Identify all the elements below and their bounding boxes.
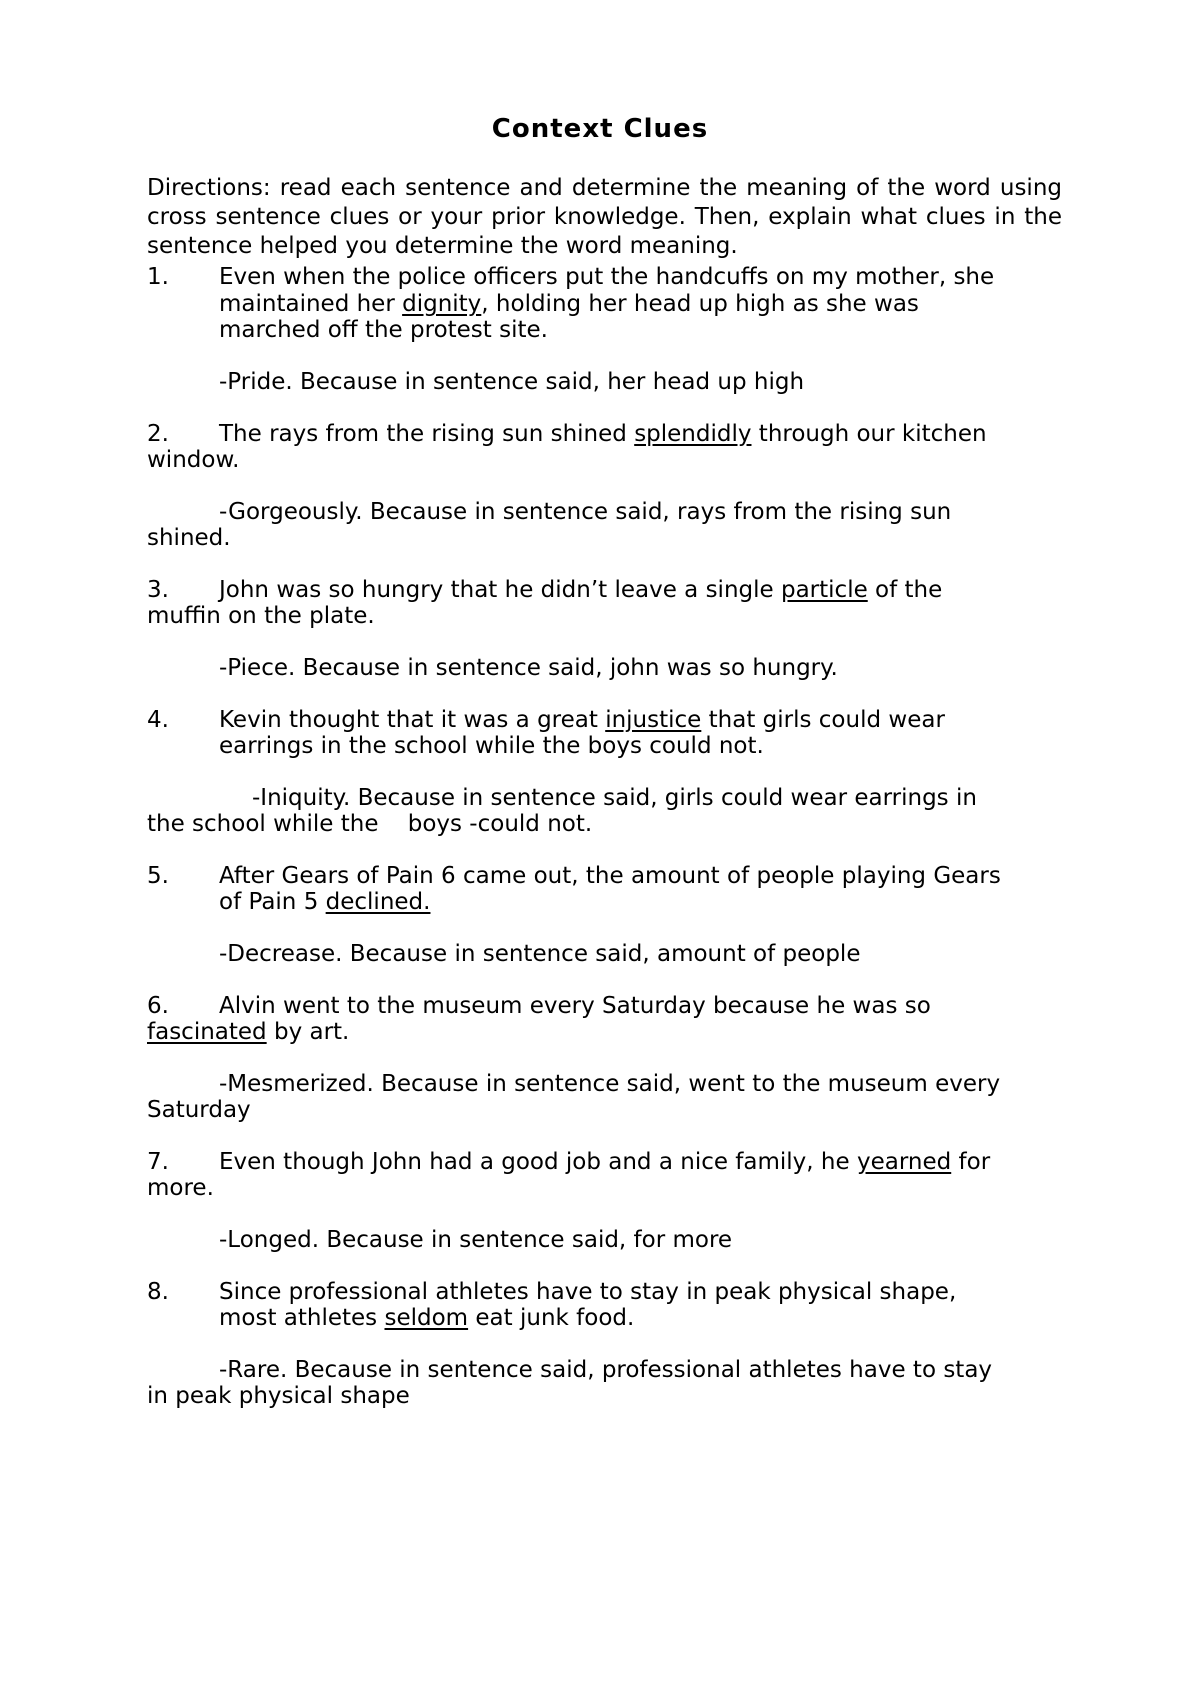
answer-7: -Longed. Because in sentence said, for more [219,1227,733,1253]
answer-6-line-2: Saturday [147,1097,251,1123]
question-number: 8. [147,1279,169,1305]
target-word: seldom [384,1305,469,1331]
question-2-line-2: window. [147,447,240,473]
question-1-line-1: 1. Even when the police officers put the handcuffs on my mother, she [147,264,995,290]
question-6-line-2: fascinated by art. [147,1019,350,1045]
question-1-line-3: marched off the protest site. [219,317,548,343]
question-number: 6. [147,993,169,1019]
question-8-line-1: 8. Since professional athletes have to stay in peak physical shape, [147,1279,957,1305]
answer-6-line-1: -Mesmerized. Because in sentence said, went to the museum every [219,1071,1001,1097]
question-7-line-2: more. [147,1175,214,1201]
question-number: 2. [147,421,169,447]
answer-8-line-1: -Rare. Because in sentence said, professional athletes have to stay [219,1357,993,1383]
directions: Directions: read each sentence and determine the meaning of the word using cross sentence clues or your prior knowledge. Then, explain what clues in the sentence helped you determine the word meaning. [147,175,1062,259]
question-1-line-2: maintained her dignity, holding her head up high as she was [219,291,919,317]
answer-4-line-2: the school while the boys -could not. [147,811,593,837]
target-word: injustice [605,707,702,733]
question-5-line-1: 5. After Gears of Pain 6 came out, the amount of people playing Gears [147,863,1001,889]
question-5-line-2: of Pain 5 declined. [219,889,431,915]
question-number: 4. [147,707,169,733]
question-7-line-1: 7. Even though John had a good job and a nice family, he yearned for [147,1149,991,1175]
question-3-line-1: 3. John was so hungry that he didn’t leave a single particle of the [147,577,943,603]
question-8-line-2: most athletes seldom eat junk food. [219,1305,635,1331]
answer-2-line-1: -Gorgeously. Because in sentence said, rays from the rising sun [219,499,952,525]
target-word: fascinated [147,1019,267,1045]
target-word: declined. [325,889,431,915]
page-title: Context Clues [491,114,709,144]
question-6-line-1: 6. Alvin went to the museum every Saturday because he was so [147,993,931,1019]
question-number: 1. [147,264,169,290]
question-number: 5. [147,863,169,889]
question-2-line-1: 2. The rays from the rising sun shined splendidly through our kitchen [147,421,987,447]
target-word: splendidly [634,421,752,447]
question-4-line-1: 4. Kevin thought that it was a great injustice that girls could wear [147,707,945,733]
question-3-line-2: muffin on the plate. [147,603,375,629]
question-4-line-2: earrings in the school while the boys could not. [219,733,764,759]
question-number: 7. [147,1149,169,1175]
answer-3: -Piece. Because in sentence said, john was so hungry. [219,655,838,681]
answer-2-line-2: shined. [147,525,231,551]
answer-1: -Pride. Because in sentence said, her head up high [219,369,805,395]
target-word: dignity [402,291,482,317]
target-word: yearned [856,1149,952,1175]
answer-5: -Decrease. Because in sentence said, amount of people [219,941,861,967]
target-word: particle [780,577,868,603]
answer-8-line-2: in peak physical shape [147,1383,410,1409]
question-number: 3. [147,577,169,603]
answer-4-line-1: -Iniquity. Because in sentence said, girls could wear earrings in [252,785,977,811]
